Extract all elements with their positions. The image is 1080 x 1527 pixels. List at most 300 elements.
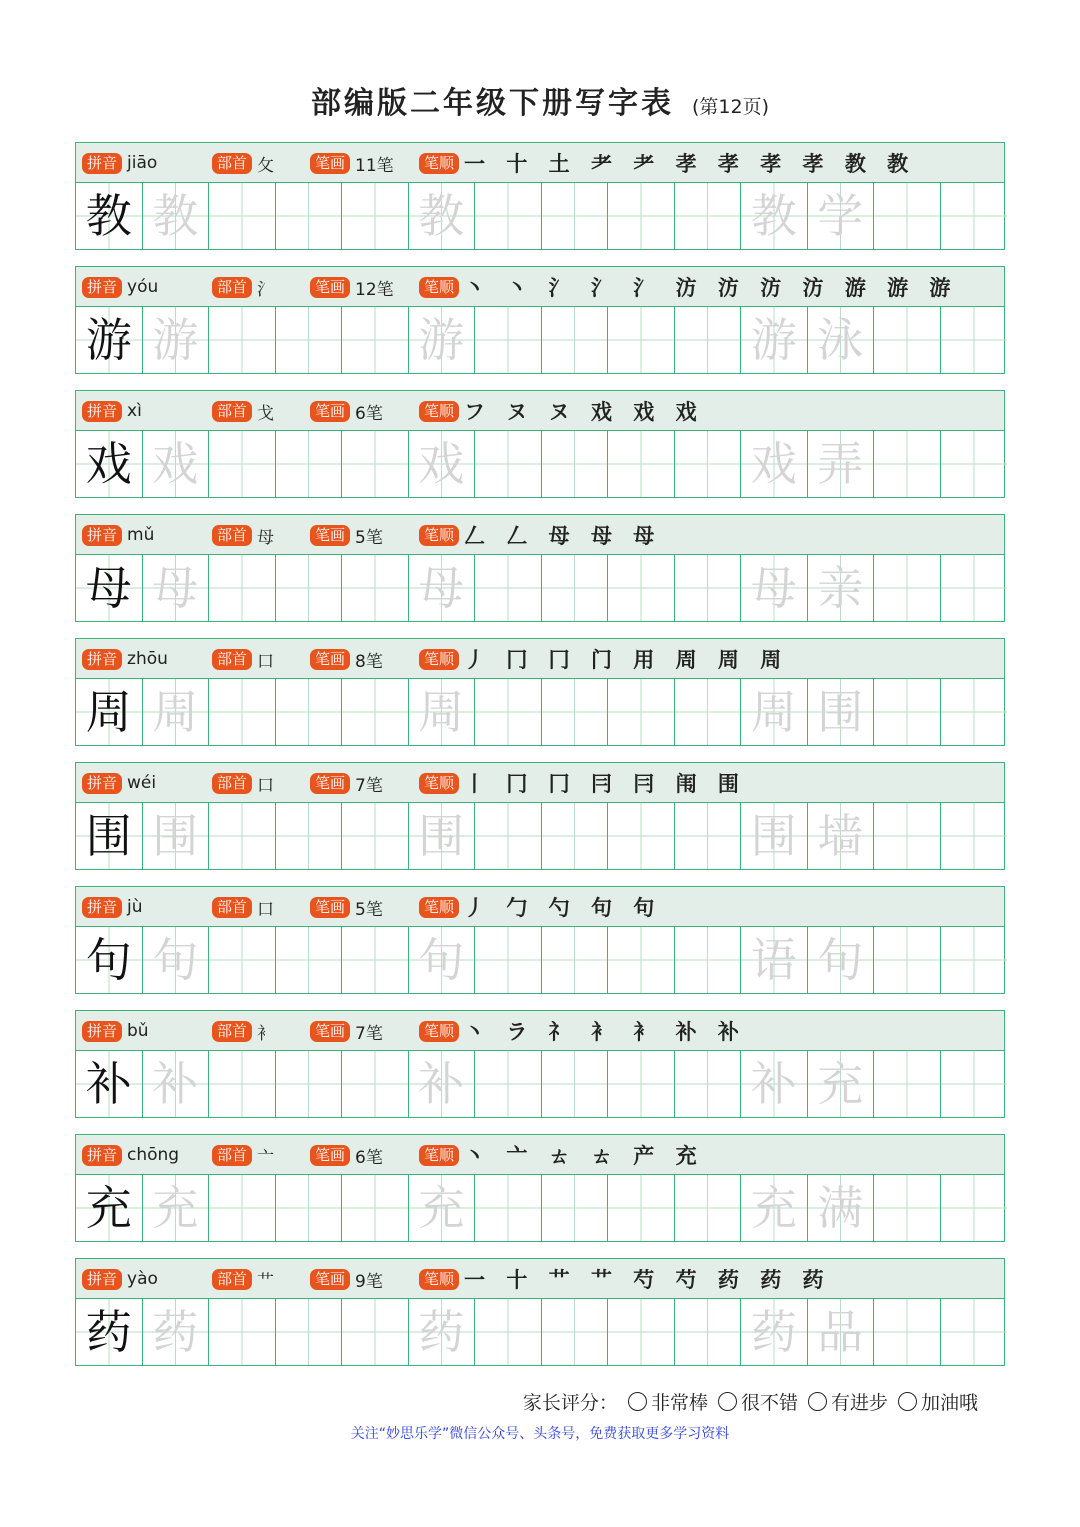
- trace-character: 母: [741, 555, 808, 621]
- page-title: [0, 78, 1080, 122]
- char-info-header: [76, 391, 1004, 431]
- stroke-count-value: 12笔: [355, 279, 394, 300]
- pinyin-field: [82, 1144, 179, 1166]
- radical-field: [212, 648, 274, 670]
- writing-grid: [76, 1175, 1004, 1241]
- char-info-header: [76, 1135, 1004, 1175]
- trace-character: 药: [409, 1299, 476, 1365]
- stroke-count-value: 11笔: [355, 155, 394, 176]
- trace-character: 补: [409, 1051, 476, 1117]
- trace-word-char: 语: [741, 927, 808, 993]
- stroke-order-tag: 笔顺: [419, 1269, 459, 1290]
- char-info-header: [76, 1011, 1004, 1051]
- stroke-order-value: 丿 勹 勺 句 句: [464, 895, 662, 920]
- char-block: [75, 1010, 1005, 1118]
- practice-cell[interactable]: [475, 1051, 542, 1117]
- stroke-order-tag: 笔顺: [419, 1021, 459, 1042]
- practice-cell[interactable]: [342, 679, 409, 745]
- radical-value: 戈: [257, 403, 275, 424]
- trace-character: 充: [143, 1175, 210, 1241]
- rating-option-1[interactable]: 非常棒: [628, 1388, 708, 1415]
- char-info-header: [76, 1259, 1004, 1299]
- stroke-order-field: [419, 524, 661, 546]
- practice-cell[interactable]: [276, 431, 343, 497]
- practice-cell[interactable]: [475, 307, 542, 373]
- stroke-count-value: 5笔: [355, 527, 383, 548]
- practice-cell[interactable]: [608, 1051, 675, 1117]
- trace-word-char: 句: [808, 927, 875, 993]
- stroke-count-value: 6笔: [355, 1147, 383, 1168]
- practice-cell[interactable]: [941, 1051, 1008, 1117]
- model-character: 围: [76, 803, 143, 869]
- trace-character: 药: [741, 1299, 808, 1365]
- practice-cell[interactable]: [542, 431, 609, 497]
- pinyin-value: chōng: [127, 1145, 180, 1165]
- char-block: [75, 1258, 1005, 1366]
- trace-word-char: 墙: [808, 803, 875, 869]
- practice-cell[interactable]: [675, 431, 742, 497]
- model-character: 戏: [76, 431, 143, 497]
- trace-character: 戏: [409, 431, 476, 497]
- practice-cell[interactable]: [608, 679, 675, 745]
- pinyin-tag: 拼音: [82, 401, 122, 422]
- radical-tag: 部首: [212, 153, 252, 174]
- practice-cell[interactable]: [342, 307, 409, 373]
- practice-cell[interactable]: [874, 555, 941, 621]
- rating-option-4[interactable]: 加油哦: [898, 1388, 978, 1415]
- practice-cell[interactable]: [542, 1175, 609, 1241]
- practice-cell[interactable]: [542, 555, 609, 621]
- trace-character: 戏: [741, 431, 808, 497]
- radical-value: 口: [257, 775, 275, 796]
- practice-cell[interactable]: [276, 927, 343, 993]
- practice-cell[interactable]: [941, 927, 1008, 993]
- radical-field: [212, 152, 274, 174]
- model-character: 周: [76, 679, 143, 745]
- practice-cell[interactable]: [542, 183, 609, 249]
- pinyin-tag: 拼音: [82, 1269, 122, 1290]
- trace-character: 教: [409, 183, 476, 249]
- practice-cell[interactable]: [209, 679, 276, 745]
- practice-cell[interactable]: [342, 555, 409, 621]
- stroke-order-tag: 笔顺: [419, 525, 459, 546]
- char-info-header: [76, 267, 1004, 307]
- practice-cell[interactable]: [608, 1299, 675, 1365]
- practice-cell[interactable]: [209, 183, 276, 249]
- practice-cell[interactable]: [209, 1299, 276, 1365]
- pinyin-tag: 拼音: [82, 1021, 122, 1042]
- pinyin-field: [82, 1020, 149, 1042]
- stroke-count-field: [310, 1268, 383, 1290]
- stroke-count-field: [310, 152, 394, 174]
- writing-grid: [76, 927, 1004, 993]
- char-block: [75, 638, 1005, 746]
- model-character: 教: [76, 183, 143, 249]
- practice-cell[interactable]: [874, 927, 941, 993]
- radio-circle-icon[interactable]: [898, 1392, 917, 1411]
- practice-cell[interactable]: [675, 307, 742, 373]
- char-block: [75, 142, 1005, 250]
- title-text: 部编版二年级下册写字表: [310, 86, 674, 121]
- practice-cell[interactable]: [941, 803, 1008, 869]
- char-info-header: [76, 515, 1004, 555]
- practice-cell[interactable]: [608, 1175, 675, 1241]
- stroke-count-field: [310, 896, 383, 918]
- trace-character: 补: [741, 1051, 808, 1117]
- practice-cell[interactable]: [342, 803, 409, 869]
- pinyin-tag: 拼音: [82, 525, 122, 546]
- stroke-count-tag: 笔画: [310, 897, 350, 918]
- radical-field: [212, 1020, 274, 1042]
- trace-character: 句: [409, 927, 476, 993]
- stroke-order-tag: 笔顺: [419, 1145, 459, 1166]
- pinyin-value: wéi: [127, 773, 157, 793]
- pinyin-tag: 拼音: [82, 773, 122, 794]
- stroke-count-tag: 笔画: [310, 525, 350, 546]
- writing-grid: [76, 1051, 1004, 1117]
- stroke-order-tag: 笔顺: [419, 277, 459, 298]
- practice-cell[interactable]: [675, 803, 742, 869]
- stroke-order-value: 一 十 艹 艹 芍 芍 药 药 药: [464, 1267, 831, 1292]
- stroke-order-value: 丶 ラ 礻 衤 衤 补 补: [464, 1019, 746, 1044]
- practice-cell[interactable]: [675, 1175, 742, 1241]
- stroke-order-field: [419, 1268, 831, 1290]
- stroke-count-field: [310, 772, 383, 794]
- practice-cell[interactable]: [342, 1175, 409, 1241]
- char-info-header: [76, 639, 1004, 679]
- practice-cell[interactable]: [209, 307, 276, 373]
- radical-tag: 部首: [212, 1145, 252, 1166]
- pinyin-field: [82, 400, 142, 422]
- stroke-count-value: 5笔: [355, 899, 383, 920]
- stroke-order-tag: 笔顺: [419, 897, 459, 918]
- stroke-count-value: 7笔: [355, 775, 383, 796]
- practice-cell[interactable]: [608, 555, 675, 621]
- practice-cell[interactable]: [675, 679, 742, 745]
- pinyin-tag: 拼音: [82, 897, 122, 918]
- practice-cell[interactable]: [675, 1299, 742, 1365]
- writing-grid: [76, 555, 1004, 621]
- stroke-count-tag: 笔画: [310, 1021, 350, 1042]
- practice-cell[interactable]: [542, 1051, 609, 1117]
- trace-word-char: 泳: [808, 307, 875, 373]
- practice-cell[interactable]: [941, 183, 1008, 249]
- practice-cell[interactable]: [209, 927, 276, 993]
- radical-field: [212, 1144, 274, 1166]
- trace-character: 围: [741, 803, 808, 869]
- trace-character: 句: [143, 927, 210, 993]
- radical-value: 氵: [257, 279, 275, 300]
- practice-cell[interactable]: [608, 183, 675, 249]
- radical-field: [212, 524, 274, 546]
- stroke-count-value: 6笔: [355, 403, 383, 424]
- pinyin-value: bǔ: [127, 1021, 149, 1041]
- stroke-count-value: 8笔: [355, 651, 383, 672]
- practice-cell[interactable]: [874, 1051, 941, 1117]
- stroke-order-value: 𠃋 𠃋 母 母 母: [464, 523, 662, 548]
- model-character: 游: [76, 307, 143, 373]
- char-info-header: [76, 763, 1004, 803]
- practice-cell[interactable]: [675, 927, 742, 993]
- trace-character: 围: [409, 803, 476, 869]
- practice-cell[interactable]: [941, 1299, 1008, 1365]
- model-character: 充: [76, 1175, 143, 1241]
- pinyin-tag: 拼音: [82, 1145, 122, 1166]
- practice-cell[interactable]: [209, 431, 276, 497]
- pinyin-value: zhōu: [127, 649, 168, 669]
- rating-option-3[interactable]: 有进步: [808, 1388, 888, 1415]
- radical-tag: 部首: [212, 1021, 252, 1042]
- pinyin-value: mǔ: [127, 525, 155, 545]
- radio-circle-icon[interactable]: [808, 1392, 827, 1411]
- stroke-order-field: [419, 276, 957, 298]
- pinyin-field: [82, 772, 156, 794]
- radical-value: 攵: [257, 155, 275, 176]
- stroke-order-tag: 笔顺: [419, 773, 459, 794]
- practice-cell[interactable]: [276, 307, 343, 373]
- practice-cell[interactable]: [941, 679, 1008, 745]
- trace-character: 周: [741, 679, 808, 745]
- practice-cell[interactable]: [542, 1299, 609, 1365]
- stroke-count-field: [310, 400, 383, 422]
- practice-cell[interactable]: [941, 1175, 1008, 1241]
- pinyin-field: [82, 524, 154, 546]
- pinyin-field: [82, 896, 143, 918]
- radical-tag: 部首: [212, 773, 252, 794]
- practice-cell[interactable]: [941, 307, 1008, 373]
- pinyin-tag: 拼音: [82, 649, 122, 670]
- practice-cell[interactable]: [874, 1175, 941, 1241]
- radical-field: [212, 1268, 274, 1290]
- radical-field: [212, 772, 274, 794]
- radical-value: 母: [257, 527, 275, 548]
- pinyin-field: [82, 1268, 158, 1290]
- stroke-order-tag: 笔顺: [419, 649, 459, 670]
- stroke-count-value: 7笔: [355, 1023, 383, 1044]
- char-block: [75, 266, 1005, 374]
- trace-word-char: 满: [808, 1175, 875, 1241]
- practice-cell[interactable]: [475, 431, 542, 497]
- model-character: 补: [76, 1051, 143, 1117]
- stroke-count-field: [310, 1020, 383, 1042]
- practice-cell[interactable]: [675, 183, 742, 249]
- parent-rating: [523, 1388, 978, 1415]
- practice-cell[interactable]: [675, 1051, 742, 1117]
- trace-character: 充: [409, 1175, 476, 1241]
- practice-cell[interactable]: [874, 803, 941, 869]
- practice-cell[interactable]: [608, 431, 675, 497]
- trace-character: 游: [143, 307, 210, 373]
- pinyin-field: [82, 152, 157, 174]
- practice-cell[interactable]: [874, 679, 941, 745]
- radical-tag: 部首: [212, 897, 252, 918]
- stroke-order-field: [419, 772, 746, 794]
- stroke-count-tag: 笔画: [310, 277, 350, 298]
- practice-cell[interactable]: [608, 927, 675, 993]
- trace-character: 母: [409, 555, 476, 621]
- practice-cell[interactable]: [542, 679, 609, 745]
- practice-cell[interactable]: [542, 803, 609, 869]
- stroke-order-value: 一 十 土 耂 耂 孝 孝 孝 孝 教 教: [464, 151, 916, 176]
- char-block: [75, 886, 1005, 994]
- stroke-count-tag: 笔画: [310, 153, 350, 174]
- practice-cell[interactable]: [542, 927, 609, 993]
- pinyin-tag: 拼音: [82, 153, 122, 174]
- trace-word-char: 品: [808, 1299, 875, 1365]
- practice-cell[interactable]: [342, 183, 409, 249]
- practice-cell[interactable]: [276, 183, 343, 249]
- model-character: 母: [76, 555, 143, 621]
- radical-value: 亠: [257, 1147, 275, 1168]
- radical-field: [212, 896, 274, 918]
- practice-cell[interactable]: [475, 183, 542, 249]
- trace-word-char: 亲: [808, 555, 875, 621]
- practice-cell[interactable]: [608, 803, 675, 869]
- practice-cell[interactable]: [874, 431, 941, 497]
- trace-word-char: 充: [808, 1051, 875, 1117]
- practice-cell[interactable]: [209, 803, 276, 869]
- radical-tag: 部首: [212, 525, 252, 546]
- practice-cell[interactable]: [675, 555, 742, 621]
- writing-grid: [76, 679, 1004, 745]
- practice-cell[interactable]: [475, 803, 542, 869]
- stroke-order-field: [419, 896, 661, 918]
- radical-field: [212, 400, 274, 422]
- char-block: [75, 762, 1005, 870]
- practice-cell[interactable]: [542, 307, 609, 373]
- radio-circle-icon[interactable]: [628, 1392, 647, 1411]
- stroke-count-tag: 笔画: [310, 401, 350, 422]
- char-block: [75, 514, 1005, 622]
- trace-word-char: 围: [808, 679, 875, 745]
- stroke-order-value: フ ヌ ヌ 戏 戏 戏: [464, 399, 704, 424]
- practice-cell[interactable]: [342, 927, 409, 993]
- char-info-header: [76, 143, 1004, 183]
- pinyin-value: jiāo: [127, 153, 158, 173]
- pinyin-field: [82, 276, 158, 298]
- char-info-header: [76, 887, 1004, 927]
- radical-tag: 部首: [212, 401, 252, 422]
- stroke-count-tag: 笔画: [310, 1269, 350, 1290]
- practice-cell[interactable]: [475, 679, 542, 745]
- stroke-order-value: 丿 冂 冂 门 用 周 周 周: [464, 647, 789, 672]
- stroke-order-value: 丶 亠 ㄊ ㄊ 产 充: [464, 1143, 704, 1168]
- stroke-count-field: [310, 276, 394, 298]
- stroke-count-tag: 笔画: [310, 649, 350, 670]
- practice-cell[interactable]: [276, 1051, 343, 1117]
- practice-cell[interactable]: [209, 555, 276, 621]
- stroke-count-field: [310, 524, 383, 546]
- practice-cell[interactable]: [342, 1051, 409, 1117]
- practice-cell[interactable]: [874, 307, 941, 373]
- practice-cell[interactable]: [874, 1299, 941, 1365]
- writing-grid: [76, 183, 1004, 249]
- trace-character: 教: [143, 183, 210, 249]
- writing-grid: [76, 307, 1004, 373]
- pinyin-tag: 拼音: [82, 277, 122, 298]
- practice-cell[interactable]: [475, 927, 542, 993]
- practice-cell[interactable]: [941, 555, 1008, 621]
- trace-word-char: 弄: [808, 431, 875, 497]
- practice-cell[interactable]: [342, 1299, 409, 1365]
- rating-label: 家长评分：: [522, 1392, 618, 1414]
- practice-cell[interactable]: [608, 307, 675, 373]
- pinyin-field: [82, 648, 168, 670]
- radio-circle-icon[interactable]: [718, 1392, 737, 1411]
- radical-field: [212, 276, 274, 298]
- writing-grid: [76, 803, 1004, 869]
- stroke-order-field: [419, 1144, 704, 1166]
- trace-character: 母: [143, 555, 210, 621]
- stroke-order-field: [419, 400, 704, 422]
- footer-note: 关注“妙思乐学”微信公众号、头条号，免费获取更多学习资料: [350, 1426, 730, 1442]
- practice-cell[interactable]: [941, 431, 1008, 497]
- char-block: [75, 390, 1005, 498]
- radical-value: 口: [257, 651, 275, 672]
- stroke-count-value: 9笔: [355, 1271, 383, 1292]
- stroke-order-value: 丶 丶 氵 氵 氵 汸 汸 汸 汸 游 游 游: [464, 275, 958, 300]
- model-character: 药: [76, 1299, 143, 1365]
- radical-tag: 部首: [212, 1269, 252, 1290]
- practice-cell[interactable]: [209, 1051, 276, 1117]
- trace-character: 戏: [143, 431, 210, 497]
- trace-character: 补: [143, 1051, 210, 1117]
- practice-cell[interactable]: [276, 555, 343, 621]
- pinyin-value: yào: [127, 1269, 158, 1289]
- radical-value: 艹: [257, 1271, 275, 1292]
- stroke-order-tag: 笔顺: [419, 153, 459, 174]
- radical-tag: 部首: [212, 277, 252, 298]
- stroke-count-field: [310, 648, 383, 670]
- practice-cell[interactable]: [276, 1175, 343, 1241]
- pinyin-value: jù: [127, 897, 143, 917]
- stroke-order-value: 丨 冂 冂 冃 冃 闱 围: [464, 771, 746, 796]
- practice-cell[interactable]: [276, 803, 343, 869]
- writing-grid: [76, 1299, 1004, 1365]
- radical-value: 口: [257, 899, 275, 920]
- practice-cell[interactable]: [475, 1175, 542, 1241]
- trace-character: 周: [409, 679, 476, 745]
- stroke-order-field: [419, 1020, 746, 1042]
- trace-character: 充: [741, 1175, 808, 1241]
- stroke-order-field: [419, 648, 788, 670]
- stroke-count-tag: 笔画: [310, 773, 350, 794]
- trace-character: 周: [143, 679, 210, 745]
- practice-cell[interactable]: [475, 555, 542, 621]
- stroke-count-tag: 笔画: [310, 1145, 350, 1166]
- trace-character: 教: [741, 183, 808, 249]
- trace-word-char: 学: [808, 183, 875, 249]
- practice-cell[interactable]: [276, 679, 343, 745]
- practice-cell[interactable]: [475, 1299, 542, 1365]
- radical-value: 衤: [257, 1023, 275, 1044]
- rating-option-2[interactable]: 很不错: [718, 1388, 798, 1415]
- trace-character: 游: [741, 307, 808, 373]
- practice-cell[interactable]: [209, 1175, 276, 1241]
- practice-cell[interactable]: [276, 1299, 343, 1365]
- radical-tag: 部首: [212, 649, 252, 670]
- stroke-count-field: [310, 1144, 383, 1166]
- stroke-order-field: [419, 152, 915, 174]
- stroke-order-tag: 笔顺: [419, 401, 459, 422]
- writing-grid: [76, 431, 1004, 497]
- pinyin-value: xì: [127, 401, 142, 421]
- practice-cell[interactable]: [874, 183, 941, 249]
- practice-cell[interactable]: [342, 431, 409, 497]
- pinyin-value: yóu: [127, 277, 159, 297]
- trace-character: 药: [143, 1299, 210, 1365]
- trace-character: 围: [143, 803, 210, 869]
